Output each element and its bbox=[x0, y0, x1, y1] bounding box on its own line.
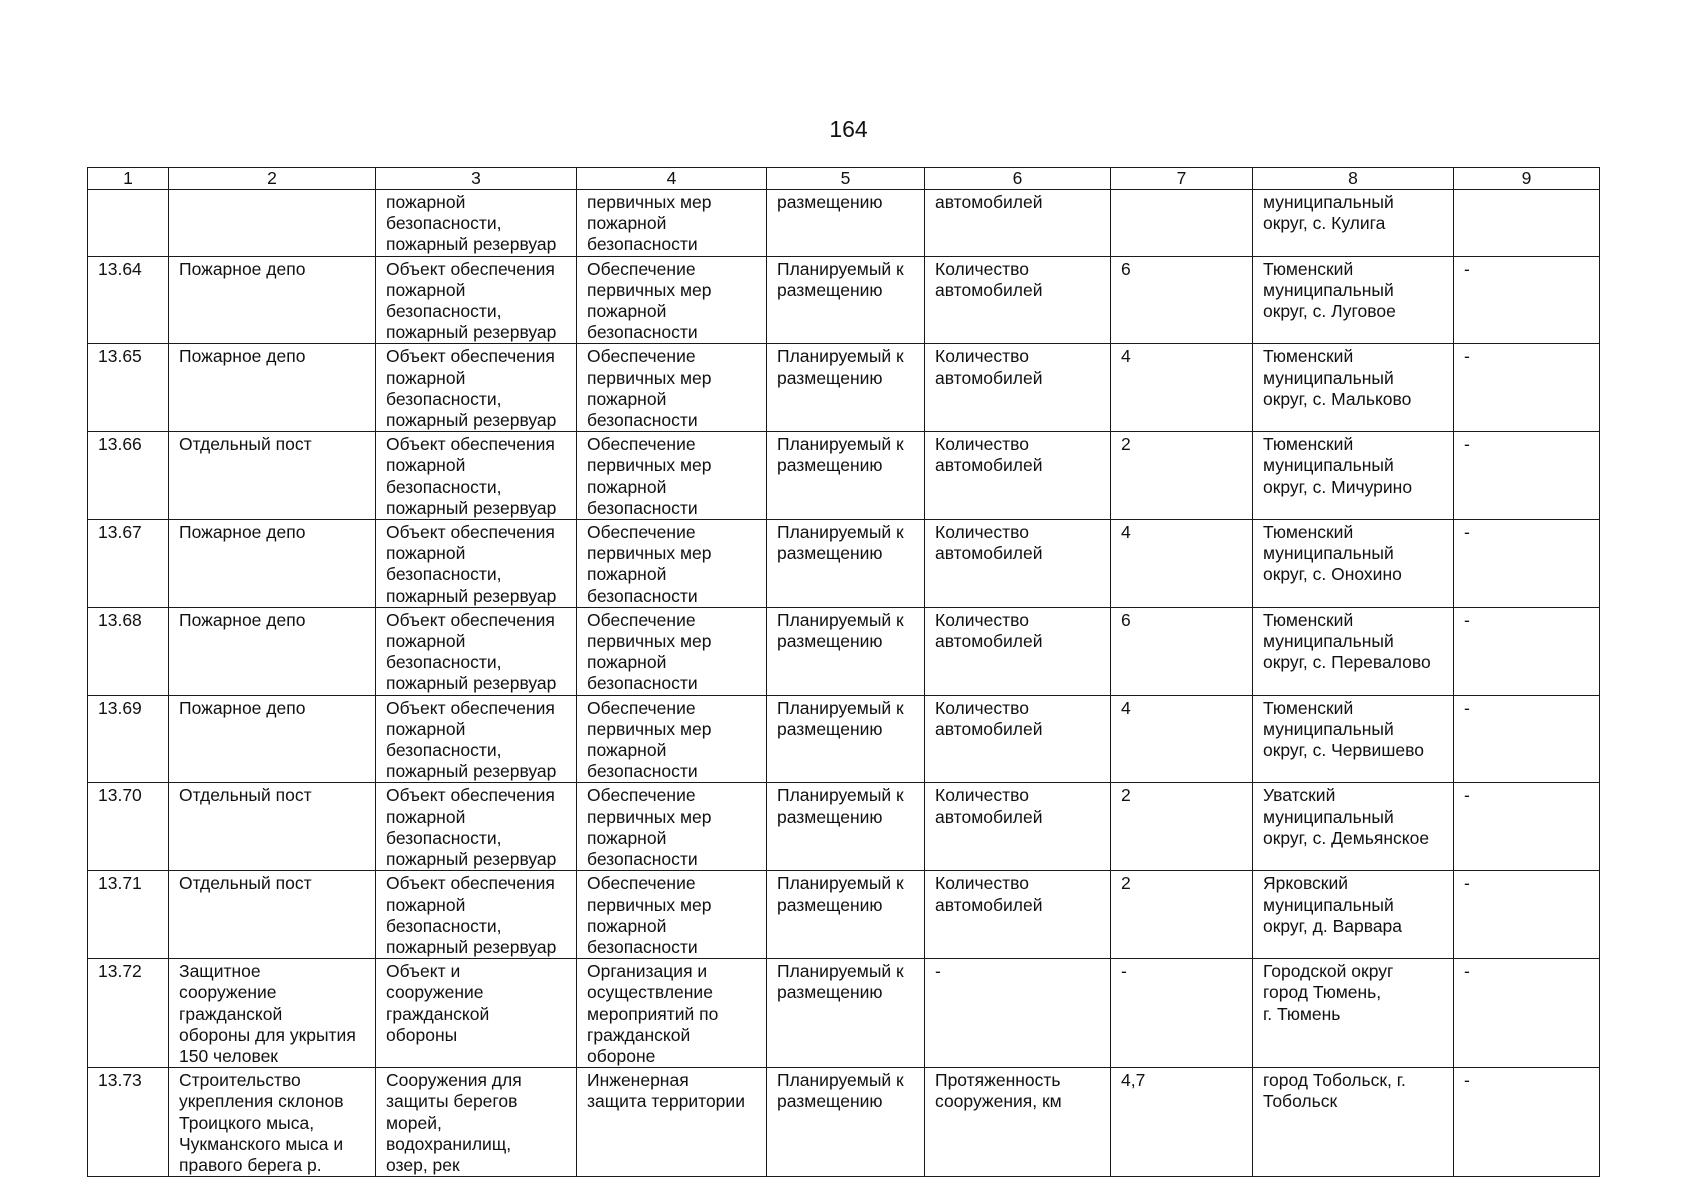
table-cell: 13.70 bbox=[88, 783, 169, 871]
table-cell: Тюменский муниципальный округ, с. Перевалово bbox=[1253, 607, 1454, 695]
table-cell: Объект обеспечения пожарной безопасности, пожарный резервуар bbox=[376, 344, 577, 432]
table-cell: Планируемый к размещению bbox=[767, 344, 925, 432]
table-cell: Тюменский муниципальный округ, с. Червишево bbox=[1253, 695, 1454, 783]
table-cell bbox=[169, 190, 376, 257]
table-cell: 13.65 bbox=[88, 344, 169, 432]
column-header: 4 bbox=[577, 168, 767, 190]
table-row bbox=[88, 344, 1600, 432]
table-cell: Планируемый к размещению bbox=[767, 607, 925, 695]
table-cell: Планируемый к размещению bbox=[767, 1068, 925, 1177]
column-header: 7 bbox=[1111, 168, 1253, 190]
table-cell: Планируемый к размещению bbox=[767, 871, 925, 959]
table-cell: Протяженность сооружения, км bbox=[925, 1068, 1111, 1177]
column-header: 3 bbox=[376, 168, 577, 190]
table-cell: Отдельный пост bbox=[169, 871, 376, 959]
table-cell: Количество автомобилей bbox=[925, 256, 1111, 344]
table-cell: - bbox=[925, 959, 1111, 1068]
table-cell: Тюменский муниципальный округ, с. Онохино bbox=[1253, 520, 1454, 608]
table-cell: Сооружения для защиты берегов морей, водохранилищ, озер, рек bbox=[376, 1068, 577, 1177]
table-cell: Пожарное депо bbox=[169, 695, 376, 783]
table-cell: - bbox=[1454, 871, 1600, 959]
table-cell: - bbox=[1454, 959, 1600, 1068]
table-cell: Обеспечение первичных мер пожарной безопасности bbox=[577, 695, 767, 783]
table-cell: 13.73 bbox=[88, 1068, 169, 1177]
table-cell: Обеспечение первичных мер пожарной безопасности bbox=[577, 871, 767, 959]
table-cell: - bbox=[1111, 959, 1253, 1068]
table-cell: - bbox=[1454, 1068, 1600, 1177]
table-cell: Количество автомобилей bbox=[925, 871, 1111, 959]
table-cell: автомобилей bbox=[925, 190, 1111, 257]
table-row bbox=[88, 783, 1600, 871]
table-cell: Пожарное депо bbox=[169, 344, 376, 432]
data-table bbox=[87, 167, 1600, 1177]
table-row bbox=[88, 871, 1600, 959]
table-cell: Планируемый к размещению bbox=[767, 520, 925, 608]
table-cell: Обеспечение первичных мер пожарной безопасности bbox=[577, 256, 767, 344]
table-cell: Тюменский муниципальный округ, с. Луговое bbox=[1253, 256, 1454, 344]
table-cell: Планируемый к размещению bbox=[767, 695, 925, 783]
table-cell: Обеспечение первичных мер пожарной безопасности bbox=[577, 607, 767, 695]
table-row bbox=[88, 1068, 1600, 1177]
table-cell: Объект обеспечения пожарной безопасности, пожарный резервуар bbox=[376, 607, 577, 695]
table-cell: Объект обеспечения пожарной безопасности, пожарный резервуар bbox=[376, 871, 577, 959]
table-cell: Объект обеспечения пожарной безопасности, пожарный резервуар bbox=[376, 256, 577, 344]
table-cell: Объект обеспечения пожарной безопасности, пожарный резервуар bbox=[376, 783, 577, 871]
table-cell: Пожарное депо bbox=[169, 607, 376, 695]
table-cell: Количество автомобилей bbox=[925, 695, 1111, 783]
table-cell: 2 bbox=[1111, 783, 1253, 871]
table-cell: 13.66 bbox=[88, 432, 169, 520]
table-cell: Тюменский муниципальный округ, с. Мальково bbox=[1253, 344, 1454, 432]
column-header: 1 bbox=[88, 168, 169, 190]
table-cell bbox=[1111, 190, 1253, 257]
table-cell: 13.69 bbox=[88, 695, 169, 783]
column-header: 2 bbox=[169, 168, 376, 190]
table-cell: 13.68 bbox=[88, 607, 169, 695]
column-header: 8 bbox=[1253, 168, 1454, 190]
table-cell: Отдельный пост bbox=[169, 783, 376, 871]
table-cell: размещению bbox=[767, 190, 925, 257]
table-cell: Количество автомобилей bbox=[925, 432, 1111, 520]
table-cell: 13.72 bbox=[88, 959, 169, 1068]
table-cell: - bbox=[1454, 256, 1600, 344]
table-cell: - bbox=[1454, 783, 1600, 871]
table-cell: Количество автомобилей bbox=[925, 344, 1111, 432]
table-cell: Обеспечение первичных мер пожарной безопасности bbox=[577, 520, 767, 608]
table-cell: 2 bbox=[1111, 871, 1253, 959]
table-cell: Количество автомобилей bbox=[925, 520, 1111, 608]
table-cell: Ярковский муниципальный округ, д. Варвара bbox=[1253, 871, 1454, 959]
table-cell: Планируемый к размещению bbox=[767, 432, 925, 520]
table-cell: Строительство укрепления склонов Троицкого мыса, Чукманского мыса и правого берега р. bbox=[169, 1068, 376, 1177]
table-row bbox=[88, 520, 1600, 608]
table-cell: первичных мер пожарной безопасности bbox=[577, 190, 767, 257]
table-cell: - bbox=[1454, 344, 1600, 432]
table-cell: Уватский муниципальный округ, с. Демьянское bbox=[1253, 783, 1454, 871]
table-cell: Пожарное депо bbox=[169, 256, 376, 344]
table-cell: 13.71 bbox=[88, 871, 169, 959]
table-cell: Планируемый к размещению bbox=[767, 959, 925, 1068]
table-cell: город Тобольск, г. Тобольск bbox=[1253, 1068, 1454, 1177]
table-cell: 4 bbox=[1111, 695, 1253, 783]
table-cell: Обеспечение первичных мер пожарной безопасности bbox=[577, 344, 767, 432]
table-cell: Отдельный пост bbox=[169, 432, 376, 520]
table-cell: Обеспечение первичных мер пожарной безопасности bbox=[577, 432, 767, 520]
table-cell: - bbox=[1454, 695, 1600, 783]
table-cell: Объект обеспечения пожарной безопасности, пожарный резервуар bbox=[376, 432, 577, 520]
page-number: 164 bbox=[829, 116, 868, 142]
table-cell: - bbox=[1454, 520, 1600, 608]
table-cell: 13.67 bbox=[88, 520, 169, 608]
table-cell: 6 bbox=[1111, 256, 1253, 344]
column-header: 6 bbox=[925, 168, 1111, 190]
table-cell: Защитное сооружение гражданской обороны для укрытия 150 человек bbox=[169, 959, 376, 1068]
table-cell: муниципальный округ, с. Кулига bbox=[1253, 190, 1454, 257]
column-header: 9 bbox=[1454, 168, 1600, 190]
table-cell: Планируемый к размещению bbox=[767, 256, 925, 344]
table-cell: 13.64 bbox=[88, 256, 169, 344]
column-header: 5 bbox=[767, 168, 925, 190]
table-cell: - bbox=[1454, 607, 1600, 695]
table-row bbox=[88, 695, 1600, 783]
table-cell: пожарной безопасности, пожарный резервуар bbox=[376, 190, 577, 257]
table-cell: Городской округ город Тюмень, г. Тюмень bbox=[1253, 959, 1454, 1068]
table-row bbox=[88, 432, 1600, 520]
table-cell: Инженерная защита территории bbox=[577, 1068, 767, 1177]
table-cell: 2 bbox=[1111, 432, 1253, 520]
table-cell: 6 bbox=[1111, 607, 1253, 695]
table-cell: Тюменский муниципальный округ, с. Мичурино bbox=[1253, 432, 1454, 520]
table-cell: Обеспечение первичных мер пожарной безопасности bbox=[577, 783, 767, 871]
table-cell: - bbox=[1454, 432, 1600, 520]
table-row bbox=[88, 959, 1600, 1068]
table-cell: 4,7 bbox=[1111, 1068, 1253, 1177]
table-cell: 4 bbox=[1111, 520, 1253, 608]
table-cell: Пожарное депо bbox=[169, 520, 376, 608]
table-cell: Объект обеспечения пожарной безопасности, пожарный резервуар bbox=[376, 520, 577, 608]
table-cell: 4 bbox=[1111, 344, 1253, 432]
table-cell: Количество автомобилей bbox=[925, 783, 1111, 871]
table-row bbox=[88, 607, 1600, 695]
table-row bbox=[88, 256, 1600, 344]
table-cell bbox=[88, 190, 169, 257]
table-row bbox=[88, 190, 1600, 257]
table-cell: Объект обеспечения пожарной безопасности, пожарный резервуар bbox=[376, 695, 577, 783]
table-cell: Организация и осуществление мероприятий по гражданской обороне bbox=[577, 959, 767, 1068]
table-cell bbox=[1454, 190, 1600, 257]
table-cell: Планируемый к размещению bbox=[767, 783, 925, 871]
header-row bbox=[88, 168, 1600, 190]
table-cell: Количество автомобилей bbox=[925, 607, 1111, 695]
table-cell: Объект и сооружение гражданской обороны bbox=[376, 959, 577, 1068]
